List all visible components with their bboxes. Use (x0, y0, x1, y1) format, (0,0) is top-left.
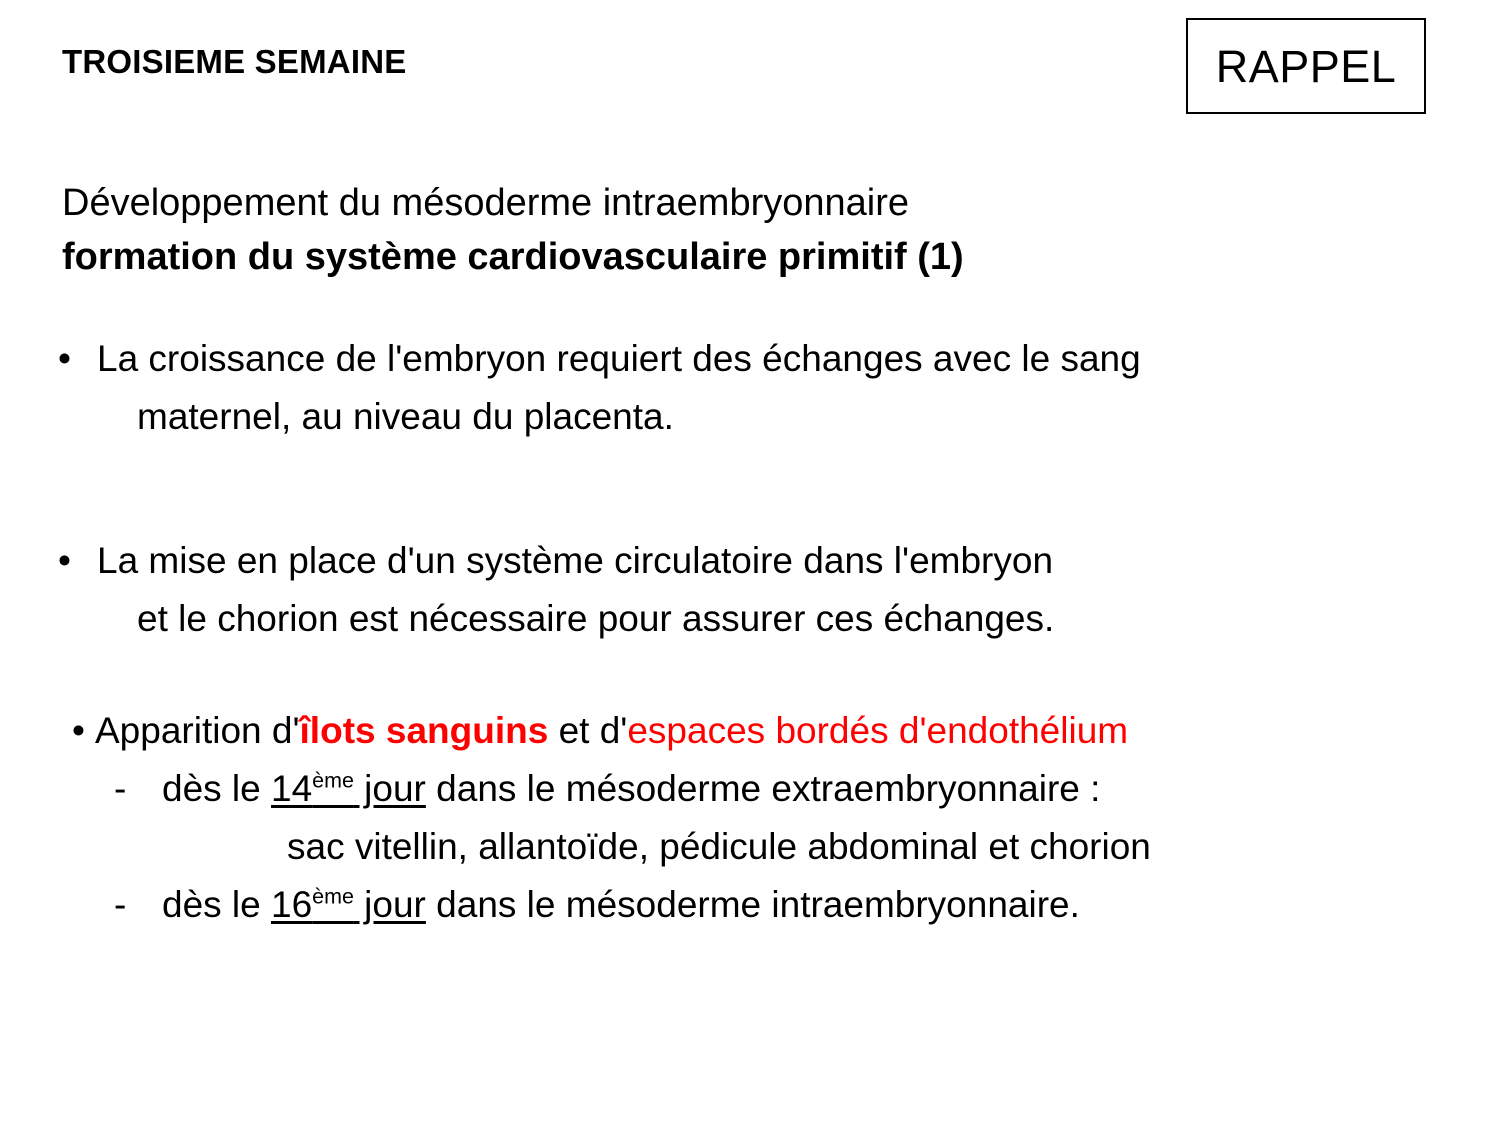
body-content (0, 330, 1500, 934)
subtitle-line-1: Développement du mésoderme intraembryonnaire (62, 182, 910, 224)
sub-bullet-1-prefix: dès le (162, 768, 272, 809)
sub-bullet-1-line: - dès le 14ème jour dans le mésoderme extraembryonnaire : (114, 768, 1101, 809)
sub-bullet-2-day-word: jour (353, 884, 426, 925)
sub-bullet-2-rest: dans le mésoderme intraembryonnaire. (425, 884, 1080, 925)
spacer-2 (0, 648, 1500, 702)
highlight-term-espaces-endothelium: espaces bordés d'endothélium (627, 710, 1129, 751)
spacer-1 (0, 446, 1500, 532)
bullet-3-line-1: • Apparition d'îlots sanguins et d'espaces bordés d'endothélium (72, 710, 1129, 751)
sub-bullet-1-continuation: sac vitellin, allantoïde, pédicule abdominal et chorion (287, 826, 1151, 867)
bullet-2-line-1: • La mise en place d'un système circulatoire dans l'embryon (58, 540, 1054, 581)
bullet-1-line-2: maternel, au niveau du placenta. (137, 396, 674, 437)
sub-bullet-item-1 (0, 760, 1500, 876)
sub-bullet-item-2 (0, 876, 1500, 934)
highlight-text-before: Apparition d' (95, 710, 300, 751)
subtitle-line-2: formation du système cardiovasculaire primitif (1) (62, 236, 964, 278)
sub-bullet-1-rest: dans le mésoderme extraembryonnaire : (425, 768, 1101, 809)
bullet-1-line-1: • La croissance de l'embryon requiert des échanges avec le sang (58, 338, 1141, 379)
rappel-badge-box (1186, 18, 1426, 114)
rappel-badge-label: RAPPEL (1215, 40, 1397, 92)
sub-bullet-2-day-phrase (271, 884, 426, 925)
bullet-item-1 (0, 330, 1500, 446)
highlight-text-middle: et d' (548, 710, 628, 751)
bullet-2-text-line-1: La mise en place d'un système circulatoire dans l'embryon (97, 540, 1054, 581)
sub-bullet-2-line: - dès le 16ème jour dans le mésoderme intraembryonnaire. (114, 884, 1080, 925)
sub-bullet-1-day-suffix: ème (312, 768, 354, 793)
bullet-item-3-highlight (0, 702, 1500, 760)
bullet-2-line-2: et le chorion est nécessaire pour assurer ces échanges. (137, 598, 1055, 639)
bullet-item-2 (0, 532, 1500, 648)
sub-bullet-1-day-number: 14 (271, 768, 313, 809)
bullet-1-text-line-1: La croissance de l'embryon requiert des échanges avec le sang (97, 338, 1141, 379)
subtitle-block (62, 176, 1402, 284)
sub-bullet-2-day-suffix: ème (312, 884, 354, 909)
sub-bullet-2-day-number: 16 (271, 884, 313, 925)
sub-bullet-1-day-word: jour (353, 768, 426, 809)
sub-bullet-1-day-phrase (271, 768, 426, 809)
highlight-term-ilots-sanguins: îlots sanguins (299, 710, 549, 751)
sub-bullet-2-prefix: dès le (162, 884, 272, 925)
page-title: TROISIEME SEMAINE (62, 43, 407, 80)
